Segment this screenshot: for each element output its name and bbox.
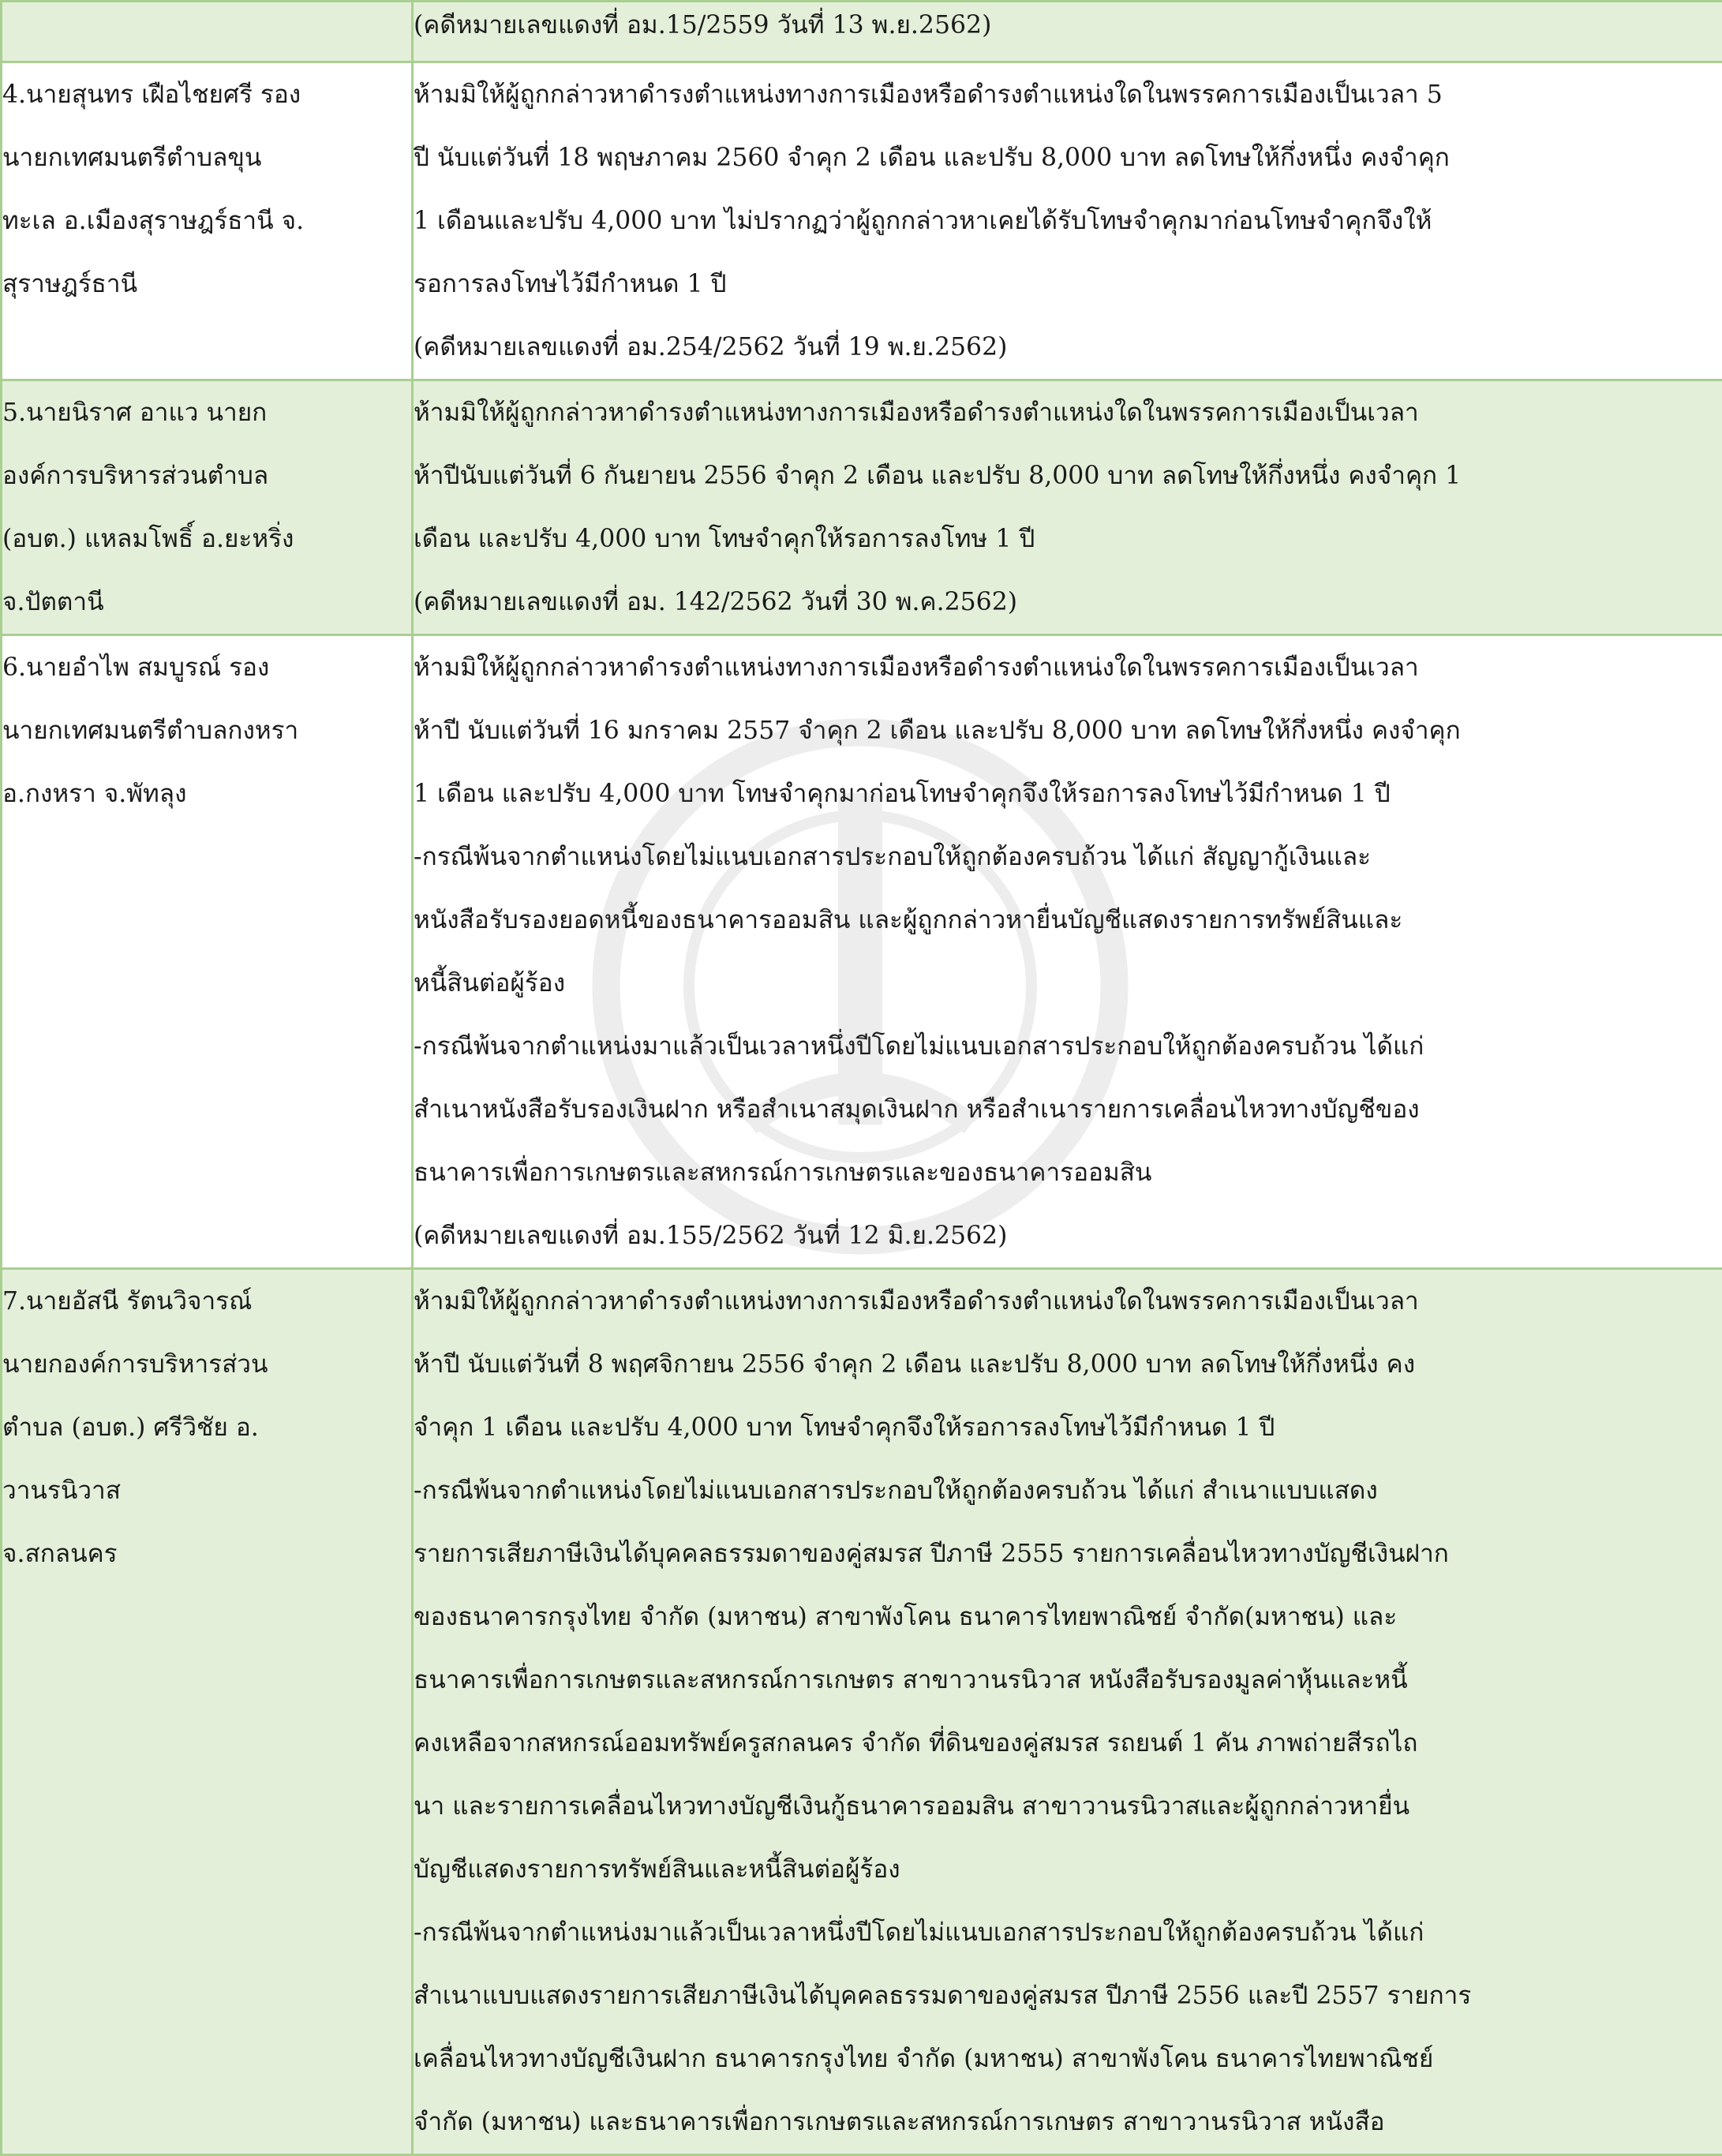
- table-row: [2, 1269, 1722, 2155]
- defendant-province: จ.ปัตตานี: [2, 571, 411, 634]
- verdict-text: ห้ามมิให้ผู้ถูกกล่าวหาดำรงตำแหน่งทางการเมืองหรือดำรงตำแหน่งใดในพรรคการเมืองเป็นเวลา: [414, 381, 1722, 444]
- defendant-province: จ.สกลนคร: [2, 1522, 411, 1585]
- case-reference: (คดีหมายเลขแดงที่ อม.15/2559 วันที่ 13 พ.ย.2562): [414, 0, 1722, 56]
- verdict-text: เดือน และปรับ 4,000 บาท โทษจำคุกให้รอการลงโทษ 1 ปี: [414, 507, 1722, 571]
- verdict-text: เคลื่อนไหวทางบัญชีเงินฝาก ธนาคารกรุงไทย จำกัด (มหาชน) สาขาพังโคน ธนาคารไทยพาณิชย์: [414, 2027, 1722, 2090]
- defendant-name: 5.นายนิราศ อาแว นายก: [2, 381, 411, 444]
- detail-cell: [413, 2, 1722, 62]
- defendant-position: ตำบล (อบต.) ศรีวิชัย อ.: [2, 1396, 411, 1459]
- name-cell: [2, 2, 413, 62]
- defendant-position: นายกเทศมนตรีตำบลขุน: [2, 126, 411, 189]
- defendant-name: 6.นายอำไพ สมบูรณ์ รอง: [2, 636, 411, 699]
- verdict-text: ห้ามมิให้ผู้ถูกกล่าวหาดำรงตำแหน่งทางการเมืองหรือดำรงตำแหน่งใดในพรรคการเมืองเป็นเวลา: [414, 1270, 1722, 1333]
- table-row: [2, 635, 1722, 1269]
- verdict-text: จำคุก 1 เดือน และปรับ 4,000 บาท โทษจำคุกจึงให้รอการลงโทษไว้มีกำหนด 1 ปี: [414, 1396, 1722, 1459]
- detail-cell: [413, 62, 1722, 380]
- verdict-text: หนังสือรับรองยอดหนี้ของธนาคารออมสิน และผู้ถูกกล่าวหายื่นบัญชีแสดงรายการทรัพย์สินและ: [414, 889, 1722, 952]
- detail-cell: [413, 635, 1722, 1269]
- verdict-text: รายการเสียภาษีเงินได้บุคคลธรรมดาของคู่สมรส ปีภาษี 2555 รายการเคลื่อนไหวทางบัญชีเงินฝาก: [414, 1522, 1722, 1585]
- name-cell: [2, 635, 413, 1269]
- defendant-province: สุราษฎร์ธานี: [2, 253, 411, 316]
- verdict-text: ห้าปี นับแต่วันที่ 16 มกราคม 2557 จำคุก 2 เดือน และปรับ 8,000 บาท ลดโทษให้กึ่งหนึ่ง คงจำคุก: [414, 699, 1722, 762]
- defendant-position: นายกองค์การบริหารส่วน: [2, 1333, 411, 1396]
- defendant-position: นายกเทศมนตรีตำบลกงหรา: [2, 699, 411, 762]
- defendant-position: องค์การบริหารส่วนตำบล: [2, 444, 411, 507]
- table-row: [2, 2, 1722, 62]
- verdict-text: สำเนาหนังสือรับรองเงินฝาก หรือสำเนาสมุดเงินฝาก หรือสำเนารายการเคลื่อนไหวทางบัญชีของ: [414, 1078, 1722, 1141]
- defendant-position: ทะเล อ.เมืองสุราษฎร์ธานี จ.: [2, 189, 411, 253]
- table-row: [2, 62, 1722, 380]
- verdict-text: ปี นับแต่วันที่ 18 พฤษภาคม 2560 จำคุก 2 เดือน และปรับ 8,000 บาท ลดโทษให้กึ่งหนึ่ง คงจำคุก: [414, 126, 1722, 189]
- verdict-text: สำเนาแบบแสดงรายการเสียภาษีเงินได้บุคคลธรรมดาของคู่สมรส ปีภาษี 2556 และปี 2557 รายการ: [414, 1964, 1722, 2027]
- detail-cell: [413, 1269, 1722, 2155]
- verdict-text: -กรณีพ้นจากตำแหน่งโดยไม่แนบเอกสารประกอบให้ถูกต้องครบถ้วน ได้แก่ สำเนาแบบแสดง: [414, 1459, 1722, 1522]
- name-cell: [2, 1269, 413, 2155]
- defendant-position: (อบต.) แหลมโพธิ์ อ.ยะหริ่ง: [2, 507, 411, 571]
- verdict-text: -กรณีพ้นจากตำแหน่งโดยไม่แนบเอกสารประกอบให้ถูกต้องครบถ้วน ได้แก่ สัญญากู้เงินและ: [414, 825, 1722, 889]
- verdict-text: ห้าปี นับแต่วันที่ 8 พฤศจิกายน 2556 จำคุก 2 เดือน และปรับ 8,000 บาท ลดโทษให้กึ่งหนึ่ง คง: [414, 1333, 1722, 1396]
- defendant-name: 7.นายอัสนี รัตนวิจารณ์: [2, 1270, 411, 1333]
- verdict-text: จำกัด (มหาชน) และธนาคารเพื่อการเกษตรและสหกรณ์การเกษตร สาขาวานรนิวาส หนังสือ: [414, 2090, 1722, 2154]
- verdict-text: 1 เดือน และปรับ 4,000 บาท โทษจำคุกมาก่อนโทษจำคุกจึงให้รอการลงโทษไว้มีกำหนด 1 ปี: [414, 762, 1722, 825]
- case-reference: (คดีหมายเลขแดงที่ อม.155/2562 วันที่ 12 มิ.ย.2562): [414, 1204, 1722, 1267]
- defendant-province: อ.กงหรา จ.พัทลุง: [2, 762, 411, 825]
- defendant-district: วานรนิวาส: [2, 1459, 411, 1522]
- verdict-text: ธนาคารเพื่อการเกษตรและสหกรณ์การเกษตร สาขาวานรนิวาส หนังสือรับรองมูลค่าหุ้นและหนี้: [414, 1649, 1722, 1712]
- verdict-text: ห้ามมิให้ผู้ถูกกล่าวหาดำรงตำแหน่งทางการเมืองหรือดำรงตำแหน่งใดในพรรคการเมืองเป็นเวลา 5: [414, 63, 1722, 126]
- case-reference: (คดีหมายเลขแดงที่ อม. 142/2562 วันที่ 30 พ.ค.2562): [414, 571, 1722, 634]
- detail-cell: [413, 380, 1722, 635]
- name-cell: [2, 380, 413, 635]
- verdict-text: -กรณีพ้นจากตำแหน่งมาแล้วเป็นเวลาหนึ่งปีโดยไม่แนบเอกสารประกอบให้ถูกต้องครบถ้วน ได้แก่: [414, 1901, 1722, 1964]
- case-reference: (คดีหมายเลขแดงที่ อม.254/2562 วันที่ 19 พ.ย.2562): [414, 316, 1722, 379]
- verdict-text: นา และรายการเคลื่อนไหวทางบัญชีเงินกู้ธนาคารออมสิน สาขาวานรนิวาสและผู้ถูกกล่าวหายื่น: [414, 1775, 1722, 1838]
- table-row: [2, 380, 1722, 635]
- verdict-text: -กรณีพ้นจากตำแหน่งมาแล้วเป็นเวลาหนึ่งปีโดยไม่แนบเอกสารประกอบให้ถูกต้องครบถ้วน ได้แก่: [414, 1015, 1722, 1078]
- verdict-text: หนี้สินต่อผู้ร้อง: [414, 952, 1722, 1015]
- verdict-text: ห้ามมิให้ผู้ถูกกล่าวหาดำรงตำแหน่งทางการเมืองหรือดำรงตำแหน่งใดในพรรคการเมืองเป็นเวลา: [414, 636, 1722, 699]
- name-cell: [2, 62, 413, 380]
- verdict-text: คงเหลือจากสหกรณ์ออมทรัพย์ครูสกลนคร จำกัด ที่ดินของคู่สมรส รถยนต์ 1 คัน ภาพถ่ายสีรถไถ: [414, 1712, 1722, 1775]
- verdict-text: ของธนาคารกรุงไทย จำกัด (มหาชน) สาขาพังโคน ธนาคารไทยพาณิชย์ จำกัด(มหาชน) และ: [414, 1585, 1722, 1649]
- defendant-name: 4.นายสุนทร เฝือไชยศรี รอง: [2, 63, 411, 126]
- verdict-text: 1 เดือนและปรับ 4,000 บาท ไม่ปรากฏว่าผู้ถูกกล่าวหาเคยได้รับโทษจำคุกมาก่อนโทษจำคุกจึงให้: [414, 189, 1722, 253]
- verdict-text: ธนาคารเพื่อการเกษตรและสหกรณ์การเกษตรและของธนาคารออมสิน: [414, 1141, 1722, 1204]
- verdict-text: ห้าปีนับแต่วันที่ 6 กันยายน 2556 จำคุก 2 เดือน และปรับ 8,000 บาท ลดโทษให้กึ่งหนึ่ง คงจำคุก 1: [414, 444, 1722, 507]
- verdict-text: รอการลงโทษไว้มีกำหนด 1 ปี: [414, 253, 1722, 316]
- verdict-text: บัญชีแสดงรายการทรัพย์สินและหนี้สินต่อผู้ร้อง: [414, 1838, 1722, 1901]
